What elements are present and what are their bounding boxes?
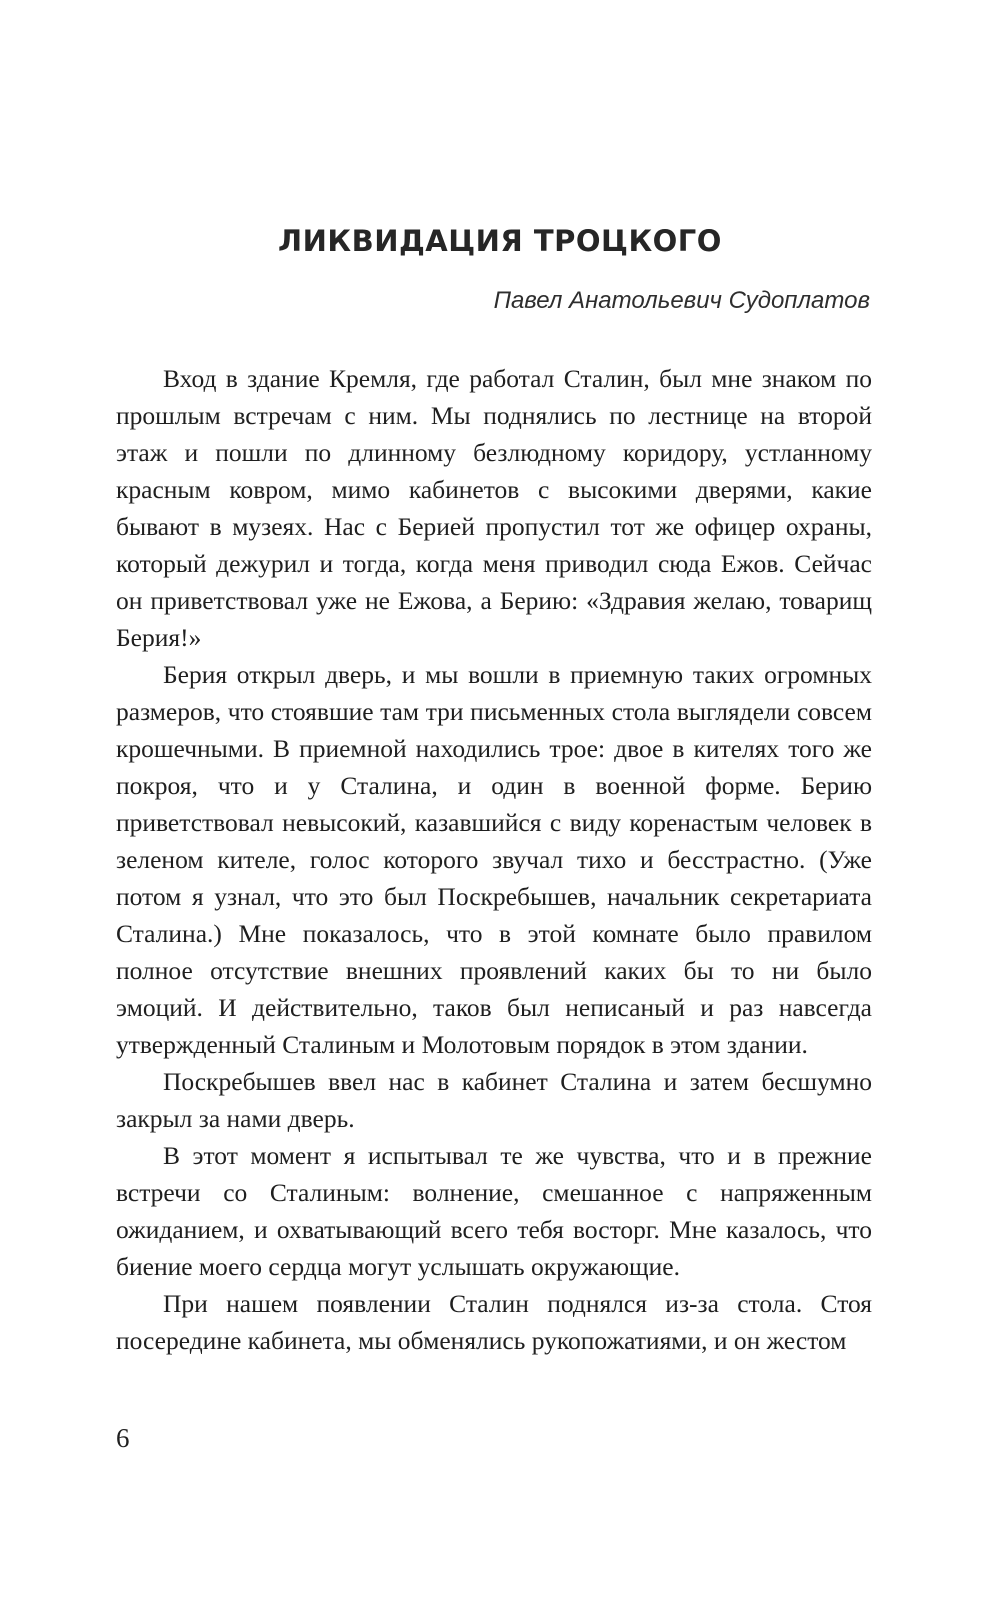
body-text — [0, 316, 1000, 1359]
author-name: Павел Анатольевич Судоплатов — [493, 287, 870, 314]
paragraph-4: В этот момент я испытывал те же чувства, что и в прежние встречи со Сталиным: волнение, смешанное с напряженным ожиданием, и охватывающий всего тебя восторг. Мне казалось, что биение моего сердца могут услышать окружающие. — [116, 1141, 872, 1281]
paragraph-3: Поскребышев ввел нас в кабинет Сталина и затем бесшумно закрыл за нами дверь. — [116, 1067, 872, 1133]
paragraph-2: Берия открыл дверь, и мы вошли в приемную таких огромных размеров, что стоявшие там три письменных стола выглядели совсем крошечными. В приемной находились трое: двое в кителях того же покроя, что и у Сталина, и один в военной форме. Берию приветствовал невысокий, казавшийся с виду коренастым человек в зеленом кителе, голос которого звучал тихо и бесстрастно. (Уже потом я узнал, что это был Поскребышев, начальник секретариата Сталина.) Мне показалось, что в этой комнате было правилом полное отсутствие внешних проявлений каких бы то ни было эмоций. И действительно, таков был неписаный и раз навсегда утвержденный Сталиным и Молотовым порядок в этом здании. — [116, 660, 872, 1059]
paragraph-1: Вход в здание Кремля, где работал Сталин, был мне знаком по прошлым встречам с ним. Мы поднялись по лестнице на второй этаж и пошли по длинному безлюдному коридору, устланному красным ковром, мимо кабинетов с высокими дверями, какие бывают в музеях. Нас с Берией пропустил тот же офицер охраны, который дежурил и тогда, когда меня приводил сюда Ежов. Сейчас он приветствовал уже не Ежова, а Берию: «Здравия желаю, товарищ Берия!» — [116, 364, 872, 652]
paragraph-5: При нашем появлении Сталин поднялся из-за стола. Стоя посередине кабинета, мы обменялись рукопожатиями, и он жестом — [116, 1289, 872, 1355]
page-number: 6 — [116, 1423, 130, 1453]
chapter-title: ЛИКВИДАЦИЯ ТРОЦКОГО — [278, 224, 722, 258]
